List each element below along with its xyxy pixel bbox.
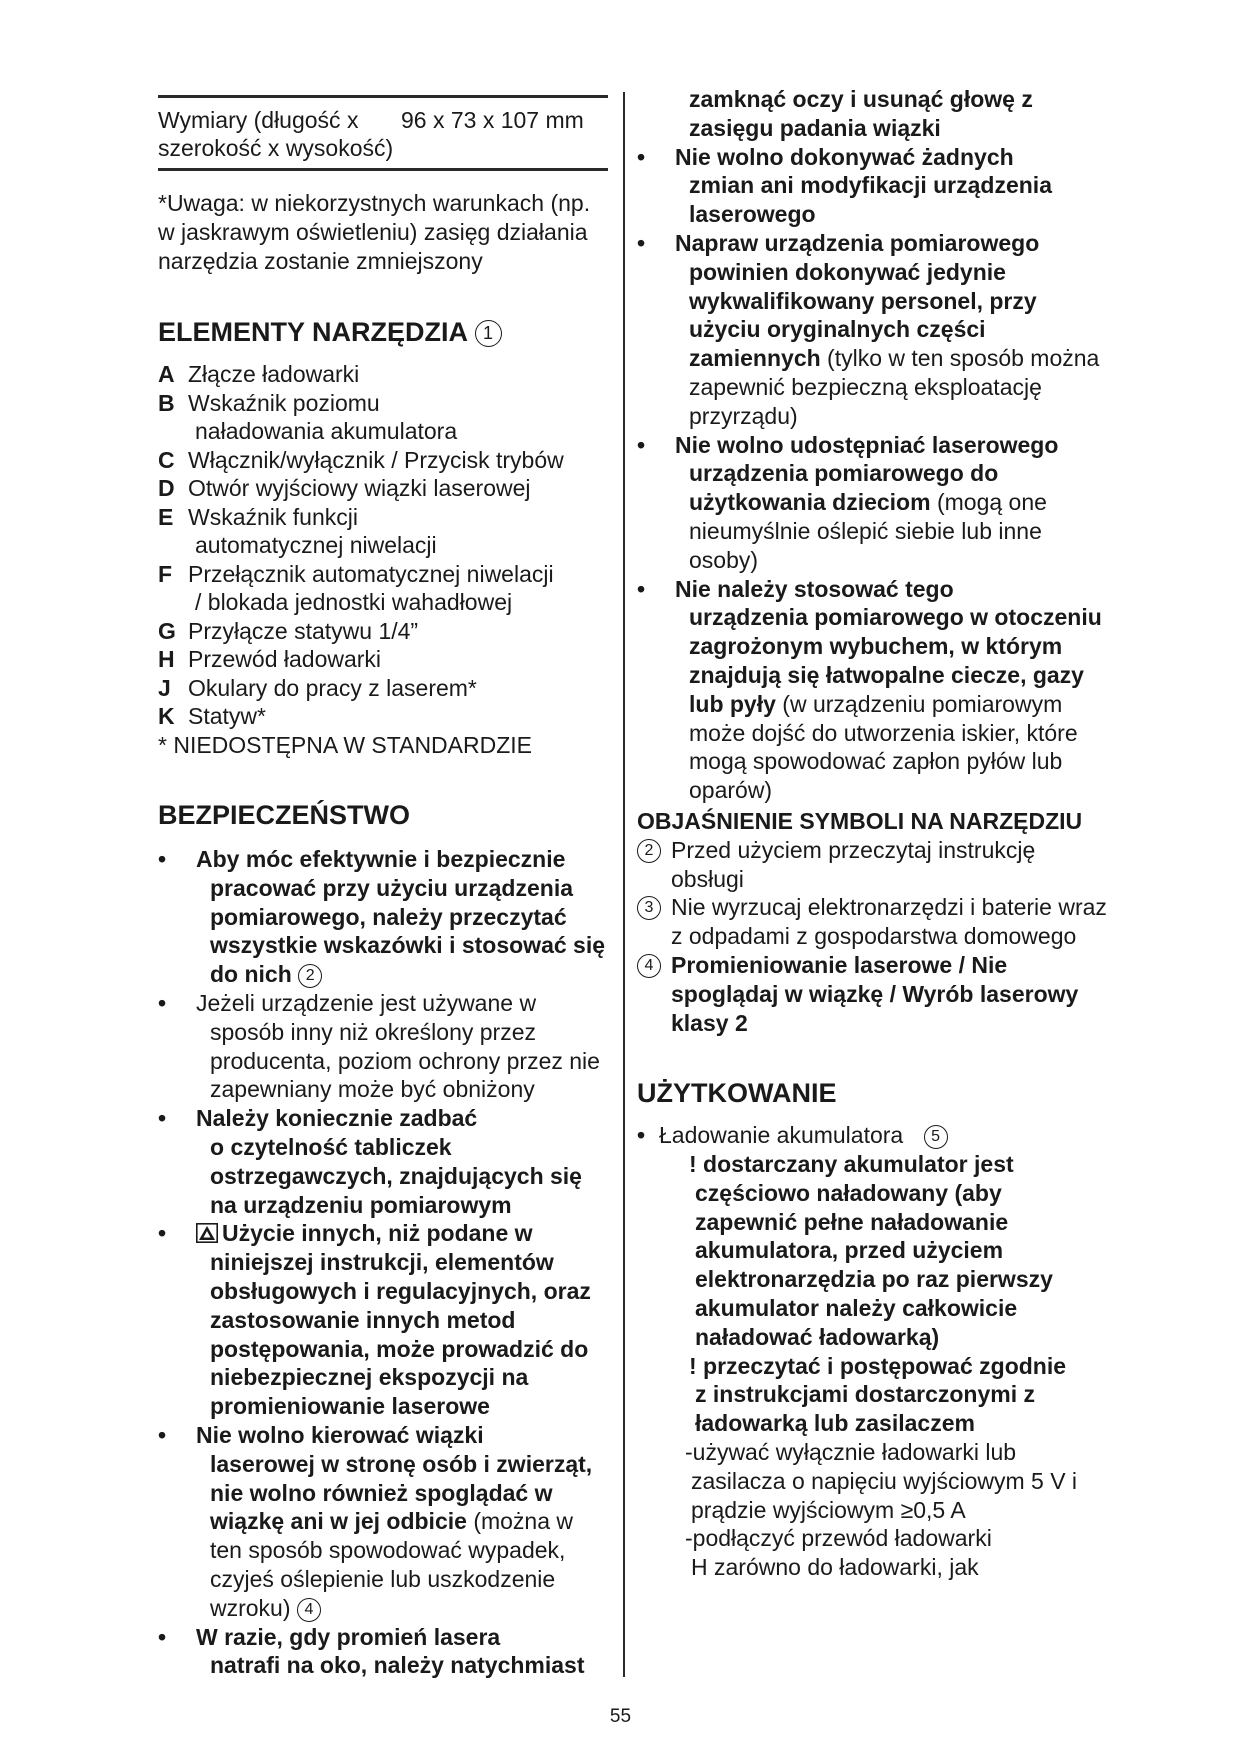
symbol-ref-3: 3 [637,896,661,920]
safety-bullet-continued [637,85,1107,143]
bullet-lead: Użycie innych, niż podane w [222,1220,533,1247]
usage-warning [637,1150,1107,1352]
element-text: Statyw* [188,703,266,729]
warning-cont: z instrukcjami dostarczonymi z ładowarką lub zasilaczem [695,1381,1035,1437]
step-cont: H zarówno do ładowarki, jak [691,1554,979,1581]
usage-warning [637,1352,1107,1438]
symbol-item [637,951,1107,1037]
spec-top-rule [158,95,608,98]
bullet-cont-normal: (można w ten sposób spowodować wypadek, czyjeś oślepienie lub uszkodzenie wzroku) [210,1508,574,1621]
element-letter: J [158,674,171,701]
element-text: Otwór wyjściowy wiązki laserowej [188,475,531,501]
elements-list [158,360,608,759]
safety-bullet [637,431,1107,575]
element-text: Okulary do pracy z laserem* [188,674,477,701]
dimensions-label-cont: szerokość x wysokość) [158,135,394,161]
element-letter: H [158,646,175,672]
safety-bullet [158,1421,608,1623]
element-text-cont: naładowania akumulatora [195,418,458,444]
bullet-cont-bold: urządzenia pomiarowego w otoczeniu zagrożonym wybuchem, w którym znajdują się łatwopalne ciecze, gazy lub pyły [689,604,1102,717]
safety-bullet [158,845,608,989]
element-text: Przyłącze statywu 1/4” [188,617,419,644]
bullet-cont-bold: laserowej w stronę osób i zwierząt, nie wolno również spoglądać w wiązkę ani w jej odbicie [210,1450,593,1535]
symbol-ref-4: 4 [637,954,661,978]
element-text-cont: / blokada jednostki wahadłowej [195,589,513,615]
bullet-cont [675,459,1107,574]
usage-step [637,1438,1107,1524]
element-text: Przewód ładowarki [188,646,382,672]
elements-heading [158,316,608,348]
element-text: Złącze ładowarki [188,361,360,387]
step-cont: zasilacza o napięciu wyjściowym 5 V i prądzie wyjściowym ≥0,5 A [691,1467,1078,1523]
bullet-lead: W razie, gdy promień lasera [196,1623,501,1650]
symbol-text: Nie wyrzucaj elektronarzędzi i baterie wraz z odpadami z gospodarstwa domowego [671,894,1107,950]
bullet-lead: Ładowanie akumulatora [659,1122,904,1149]
element-text: Wskaźnik poziomu [188,389,380,416]
bullet-cont [675,603,1107,805]
laser-warning-icon [196,1223,218,1243]
elements-footnote: * NIEDOSTĘPNA W STANDARDZIE [158,731,533,758]
figure-ref-4: 4 [297,1598,321,1622]
element-item [158,389,608,446]
safety-bullet [158,989,608,1104]
element-text: Przełącznik automatycznej niwelacji [188,560,554,587]
symbol-item [637,836,1107,894]
element-letter: K [158,703,175,729]
bullet-lead: Aby móc efektywnie i bezpiecznie [196,846,566,872]
bullet-cont: o czytelność tabliczek ostrzegawczych, znajdujących się na urządzeniu pomiarowym [210,1133,582,1218]
dimensions-value: 96 x 73 x 107 mm [401,107,584,133]
element-item [158,503,608,560]
element-item [158,645,608,674]
element-item [158,446,608,475]
bullet-cont: sposób inny niż określony przez producenta, poziom ochrony przez nie zapewniany może być obniżony [210,1018,600,1103]
element-letter: C [158,446,175,473]
symbol-text: Promieniowanie laserowe / Nie spoglądaj w wiązkę / Wyrób laserowy klasy 2 [671,951,1079,1036]
safety-bullet [637,575,1107,805]
step-lead: -używać wyłącznie ładowarki lub [685,1439,1017,1466]
element-item [158,360,608,389]
bullet-cont-normal: (tylko w ten sposób można zapewnić bezpieczną eksploatację przyrządu) [689,345,1100,429]
elements-title: ELEMENTY NARZĘDZIA [158,317,468,347]
bullet-cont [196,1450,608,1623]
figure-ref-1: 1 [475,320,502,347]
bullet-lead: Należy koniecznie zadbać [196,1105,478,1132]
bullet-cont: zmian ani modyfikacji urządzenia laserowego [689,172,1052,228]
bullet-lead: Jeżeli urządzenie jest używane w [196,989,537,1016]
usage-heading: UŻYTKOWANIE [637,1078,837,1109]
warning-cont: częściowo naładowany (aby zapewnić pełne naładowanie akumulatora, przed użyciem elektronarzędzia po raz pierwszy akumulator należy całkowicie naładować ładowarką) [695,1179,1053,1350]
safety-bullet [637,143,1107,229]
bullet-cont-bold: urządzenia pomiarowego do użytkowania dzieciom [689,460,999,516]
element-letter: A [158,361,175,387]
bullet-cont: natrafi na oko, należy natychmiast [210,1652,585,1679]
left-column [158,95,608,1680]
right-column [637,85,1107,1582]
element-text-cont: automatycznej niwelacji [195,532,437,558]
usage-step [637,1524,1107,1582]
warning-lead: ! dostarczany akumulator jest [689,1151,1014,1178]
element-item [158,617,608,646]
warning-lead: ! przeczytać i postępować zgodnie [689,1352,1067,1379]
element-item [158,702,608,731]
dimensions-spec [158,106,608,162]
bullet-lead: Nie wolno dokonywać żadnych [675,143,1014,170]
step-lead: -podłączyć przewód ładowarki [685,1525,992,1552]
safety-bullet [637,229,1107,431]
bullet-cont-bold: powinien dokonywać jedynie wykwalifikowany personel, przy użyciu oryginalnych części zamiennych [689,258,1037,372]
bullet-cont: niniejszej instrukcji, elementów obsługowych i regulacyjnych, oraz zastosowanie innych metod postępowania, może prowadzić do niebezpiecznej ekspozycji na promieniowanie laserowe [210,1249,591,1420]
bullet-cont: zamknąć oczy i usunąć głowę z zasięgu padania wiązki [689,86,1033,141]
bullet-cont-normal: (mogą one nieumyślnie oślepić siebie lub inne osoby) [689,489,1047,573]
bullet-lead: Nie należy stosować tego [675,575,954,602]
element-item [158,474,608,503]
safety-bullet [158,1623,608,1681]
bullet-lead: Nie wolno kierować wiązki [196,1421,484,1448]
range-note: *Uwaga: w niekorzystnych warunkach (np. w jaskrawym oświetleniu) zasięg działania narzędzia zostanie zmniejszony [158,190,591,274]
element-text: Wskaźnik funkcji [188,503,358,530]
page-number: 55 [609,1706,632,1727]
spec-bottom-rule [158,168,608,171]
bullet-lead: Nie wolno udostępniać laserowego [675,431,1059,458]
element-letter: B [158,389,175,416]
symbols-heading: OBJAŚNIENIE SYMBOLI NA NARZĘDZIU [637,807,1083,834]
element-text: Włącznik/wyłącznik / Przycisk trybów [188,446,564,473]
column-divider [623,92,625,1677]
bullet-cont-normal: (w urządzeniu pomiarowym może dojść do utworzenia iskier, które mogą spowodować zapłon pyłów lub oparów) [689,690,1078,804]
bullet-lead: Napraw urządzenia pomiarowego [675,229,1040,256]
symbol-ref-2: 2 [637,839,661,863]
safety-bullet [158,1104,608,1219]
bullet-cont-text: pracować przy użyciu urządzenia pomiarowego, należy przeczytać wszystkie wskazówki i stosować się do nich [210,874,606,988]
safety-heading: BEZPIECZEŃSTWO [158,800,411,830]
safety-bullet [158,1219,608,1421]
symbol-item [637,893,1107,951]
element-letter: G [158,617,176,644]
element-item [158,674,608,703]
bullet-cont [675,258,1107,431]
symbol-text: Przed użyciem przeczytaj instrukcję obsługi [671,836,1036,892]
dimensions-label: Wymiary (długość x [158,107,359,133]
element-letter: D [158,475,175,501]
element-item [158,560,608,617]
element-letter: E [158,503,174,530]
element-letter: F [158,560,173,587]
figure-ref-2: 2 [298,964,322,988]
figure-ref-5: 5 [924,1125,948,1149]
usage-bullet [637,1121,1107,1150]
bullet-cont [196,874,608,989]
